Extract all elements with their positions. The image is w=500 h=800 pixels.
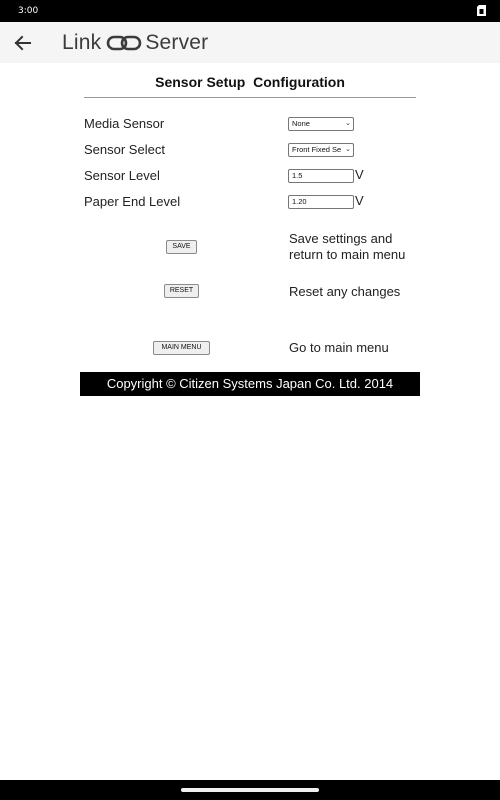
status-bar — [0, 0, 500, 22]
app-bar — [0, 22, 500, 63]
sensor-select-value: Front Fixed Se — [292, 145, 342, 154]
page-title: Sensor Setup Configuration — [155, 74, 345, 90]
save-description-line1: Save settings and — [289, 231, 393, 246]
app-logo — [62, 30, 208, 56]
brand-link-text: Link — [62, 31, 102, 54]
sensor-select-row — [84, 139, 416, 161]
sensor-level-row — [84, 165, 416, 187]
reset-button[interactable]: RESET — [164, 284, 199, 298]
home-gesture-handle[interactable] — [181, 788, 319, 792]
back-arrow-icon[interactable] — [10, 30, 36, 56]
save-description-line2: return to main menu — [289, 247, 406, 262]
chevron-down-icon: ⌄ — [345, 120, 351, 127]
status-time: 3:00 — [18, 6, 39, 16]
sensor-select-dropdown[interactable] — [288, 143, 354, 157]
media-sensor-row — [84, 113, 416, 135]
sensor-select-label: Sensor Select — [84, 142, 165, 157]
media-sensor-value: None — [292, 119, 310, 128]
chevron-down-icon: ⌄ — [345, 146, 351, 153]
sensor-level-unit: V — [355, 167, 364, 182]
sensor-level-input[interactable]: 1.5 — [288, 169, 354, 183]
reset-description: Reset any changes — [289, 284, 401, 299]
save-button[interactable]: SAVE — [166, 240, 197, 254]
main-menu-button[interactable]: MAIN MENU — [153, 341, 210, 355]
paper-end-level-input[interactable]: 1.20 — [288, 195, 354, 209]
media-sensor-label: Media Sensor — [84, 116, 165, 131]
paper-end-level-unit: V — [355, 193, 364, 208]
brand-server-text: Server — [145, 31, 209, 54]
sim-card-icon — [477, 5, 486, 16]
paper-end-level-row — [84, 191, 416, 213]
save-description — [289, 231, 405, 263]
link-chain-icon — [106, 34, 142, 52]
title-divider — [84, 97, 416, 98]
main-menu-description: Go to main menu — [289, 340, 389, 355]
system-nav-bar — [0, 780, 500, 800]
paper-end-level-label: Paper End Level — [84, 194, 181, 209]
media-sensor-select[interactable] — [288, 117, 354, 131]
sensor-level-label: Sensor Level — [84, 168, 160, 183]
copyright-footer: Copyright © Citizen Systems Japan Co. Ltd. 2014 — [80, 372, 420, 396]
